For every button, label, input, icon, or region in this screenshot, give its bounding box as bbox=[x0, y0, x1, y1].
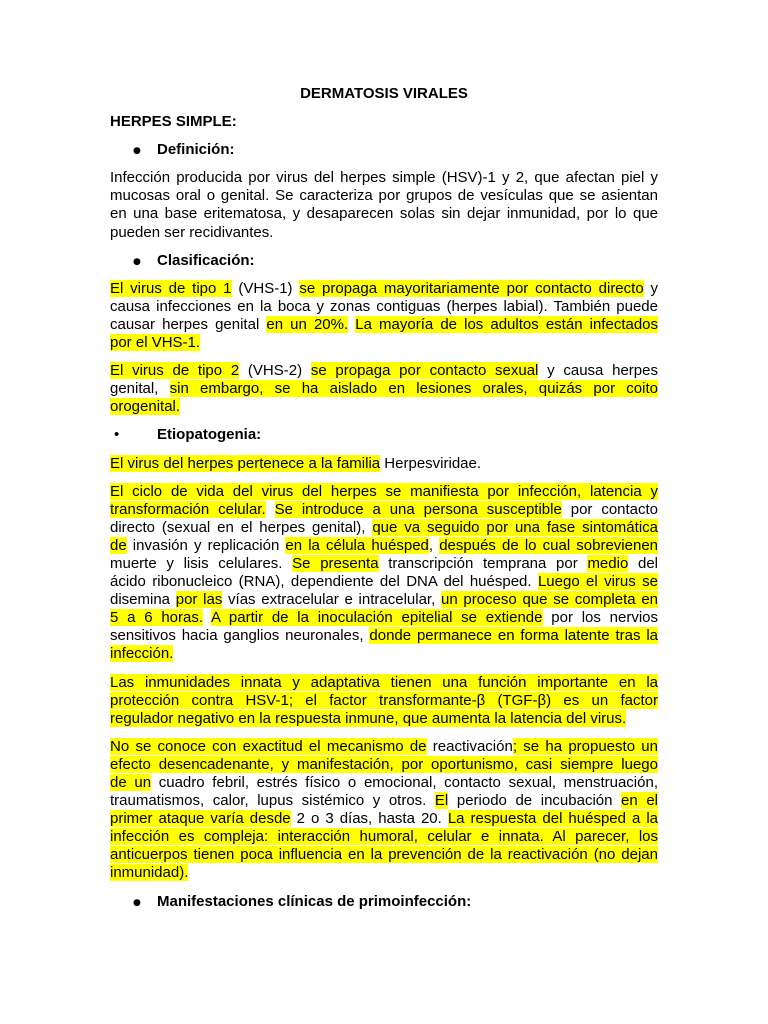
text-line bbox=[110, 537, 658, 555]
highlighted-text: Se introduce a una persona susceptible bbox=[274, 500, 562, 518]
bullet-marker: ● bbox=[133, 897, 141, 908]
highlighted-text: El virus del herpes pertenece a la familia bbox=[110, 454, 381, 472]
text-line bbox=[110, 645, 658, 663]
text-run: por los nervios bbox=[542, 609, 659, 627]
text-line bbox=[110, 298, 658, 316]
text-run: cuadro febril, estrés físico o emocional, contacto sexual, menstruación, bbox=[151, 774, 658, 791]
highlighted-text: protección contra HSV-1; el factor transformante-β (TGF-β) es un factor bbox=[110, 691, 658, 709]
text-run bbox=[266, 501, 275, 518]
text-run: mucosas oral o genital. Se caracteriza por grupos de vesículas que se asientan bbox=[110, 187, 658, 205]
text-run: pueden ser recidivantes. bbox=[110, 223, 274, 241]
highlighted-text: de bbox=[110, 536, 127, 554]
bullet-heading-label: Manifestaciones clínicas de primoinfección: bbox=[157, 892, 472, 910]
text-run: sensitivos hacia ganglios neuronales, bbox=[110, 627, 370, 645]
bullet-marker: • bbox=[114, 426, 120, 444]
bullet-heading bbox=[110, 252, 658, 270]
text-line bbox=[110, 380, 658, 398]
highlighted-text: infección es compleja: interacción humoral, celular e innata. Al parecer, los bbox=[110, 828, 658, 846]
text-line bbox=[110, 674, 658, 692]
text-run: Infección producida por virus del herpes simple (HSV)-1 y 2, que afectan piel y bbox=[110, 169, 658, 187]
text-run: vías extracelular e intracelular, bbox=[222, 591, 441, 609]
text-line bbox=[110, 169, 658, 187]
highlighted-text: efecto desencadenante, y manifestación, por oportunismo, casi siempre luego bbox=[110, 755, 658, 773]
text-line bbox=[110, 774, 658, 792]
highlighted-text: en el bbox=[621, 792, 658, 810]
text-run: , bbox=[428, 536, 440, 554]
paragraph bbox=[110, 169, 658, 241]
bullet-heading-label: Definición: bbox=[157, 141, 235, 159]
text-line bbox=[110, 864, 658, 882]
paragraph bbox=[110, 280, 658, 352]
highlighted-text: El bbox=[434, 792, 449, 810]
highlighted-text: después de lo cual sobrevienen bbox=[439, 536, 659, 554]
document-title: DERMATOSIS VIRALES bbox=[300, 85, 468, 102]
text-run: genital, bbox=[110, 380, 170, 398]
highlighted-text: inmunidad). bbox=[110, 864, 189, 882]
text-line bbox=[110, 792, 658, 810]
text-run: invasión y replicación bbox=[126, 536, 286, 554]
text-run: disemina bbox=[110, 591, 176, 609]
bullet-heading bbox=[110, 893, 658, 911]
text-run: 2 o 3 días, hasta 20. bbox=[290, 810, 448, 828]
text-run: ácido ribonucleico (RNA), dependiente del DNA del huésped. bbox=[110, 573, 538, 591]
highlighted-text: A partir de la inoculación epitelial se extiende bbox=[210, 609, 543, 627]
highlighted-text: La respuesta del huésped a la bbox=[447, 810, 659, 828]
text-line bbox=[110, 519, 658, 537]
highlighted-text: infección. bbox=[110, 645, 174, 663]
text-run: y bbox=[643, 279, 658, 297]
text-line bbox=[110, 828, 658, 846]
text-line bbox=[110, 316, 658, 334]
highlighted-text: regulador negativo en la respuesta inmune, que aumenta la latencia del virus. bbox=[110, 709, 627, 727]
text-run: periodo de incubación bbox=[448, 792, 622, 810]
highlighted-text: El virus de tipo 1 bbox=[110, 279, 232, 297]
text-line bbox=[110, 846, 658, 864]
bullet-heading bbox=[110, 426, 658, 444]
text-line bbox=[110, 280, 658, 298]
highlighted-text: por el VHS-1. bbox=[110, 334, 201, 352]
highlighted-text: 5 a 6 horas. bbox=[110, 609, 204, 627]
text-line bbox=[110, 455, 658, 473]
bullet-heading-label: Clasificación: bbox=[157, 251, 255, 269]
text-line bbox=[110, 187, 658, 205]
text-line bbox=[110, 756, 658, 774]
text-run: (VHS-2) bbox=[239, 362, 311, 380]
highlighted-text: de un bbox=[110, 774, 152, 791]
text-line bbox=[110, 692, 658, 710]
highlighted-text: por las bbox=[175, 591, 223, 609]
highlighted-text: un proceso que se completa en bbox=[440, 591, 659, 609]
text-line bbox=[110, 205, 658, 223]
text-line bbox=[110, 555, 658, 573]
paragraph bbox=[110, 483, 658, 664]
highlighted-text: en un 20%. bbox=[266, 315, 349, 333]
highlighted-text: Las inmunidades innata y adaptativa tienen una función importante en la bbox=[110, 673, 658, 691]
section-heading: HERPES SIMPLE: bbox=[110, 113, 237, 131]
text-line bbox=[110, 591, 658, 609]
text-line bbox=[110, 609, 658, 627]
document-body bbox=[110, 85, 658, 921]
text-line bbox=[110, 362, 658, 380]
text-line bbox=[110, 738, 658, 756]
paragraph bbox=[110, 455, 658, 473]
text-line bbox=[110, 710, 658, 728]
text-run: muerte y lisis celulares. bbox=[110, 554, 293, 572]
highlighted-text: se propaga mayoritariamente por contacto directo bbox=[299, 279, 644, 297]
text-line bbox=[110, 573, 658, 591]
highlighted-text: No se conoce con exactitud el mecanismo de bbox=[110, 737, 427, 755]
text-run: (VHS-1) bbox=[231, 279, 300, 297]
highlighted-text: se propaga por contacto sexual bbox=[310, 362, 539, 380]
highlighted-text: anticuerpos tienen poca influencia en la prevención de la reactivación (no dejan bbox=[110, 846, 658, 864]
bullet-heading bbox=[110, 141, 658, 159]
bullet-heading-label: Etiopatogenia: bbox=[157, 426, 262, 444]
text-run: directo (sexual en el herpes genital), bbox=[110, 518, 373, 536]
highlighted-text: El ciclo de vida del virus del herpes se manifiesta por infección, latencia y bbox=[110, 482, 658, 500]
text-run: por contacto bbox=[561, 500, 659, 518]
highlighted-text: medio bbox=[587, 554, 629, 572]
text-run: traumatismos, calor, lupus sistémico y otros. bbox=[110, 792, 435, 810]
highlighted-text: sin embargo, se ha aislado en lesiones orales, quizás por coito bbox=[169, 380, 658, 398]
text-run: del bbox=[628, 554, 659, 572]
highlighted-text: ; se ha propuesto un bbox=[512, 737, 658, 755]
text-run: en una base eritematosa, y desaparecen solas sin dejar inmunidad, por lo que bbox=[110, 205, 658, 223]
highlighted-text: El virus de tipo 2 bbox=[110, 362, 240, 380]
text-run bbox=[203, 609, 211, 626]
text-line bbox=[110, 483, 658, 501]
text-run: causa infecciones en la boca y zonas contiguas (herpes labial). También puede bbox=[110, 297, 658, 315]
highlighted-text: Se presenta bbox=[292, 554, 379, 572]
bullet-marker: ● bbox=[133, 146, 141, 157]
paragraph bbox=[110, 674, 658, 728]
text-line bbox=[110, 224, 658, 242]
paragraph bbox=[110, 738, 658, 883]
paragraph bbox=[110, 362, 658, 416]
text-line bbox=[110, 627, 658, 645]
text-line bbox=[110, 334, 658, 352]
highlighted-text: Luego el virus se bbox=[537, 573, 658, 591]
text-run: y causa herpes bbox=[538, 362, 658, 380]
highlighted-text: orogenital. bbox=[110, 398, 181, 416]
bullet-marker: ● bbox=[133, 256, 141, 267]
text-run: Herpesviridae. bbox=[380, 454, 482, 472]
text-run: transcripción temprana por bbox=[378, 554, 588, 572]
text-line bbox=[110, 501, 658, 519]
highlighted-text: que va seguido por una fase sintomática bbox=[372, 518, 658, 536]
text-line bbox=[110, 398, 658, 416]
text-run: causar herpes genital bbox=[110, 315, 267, 333]
text-line bbox=[110, 810, 658, 828]
highlighted-text: en la célula huésped bbox=[285, 536, 429, 554]
highlighted-text: primer ataque varía desde bbox=[110, 810, 291, 828]
highlighted-text: La mayoría de los adultos están infectados bbox=[355, 315, 659, 333]
highlighted-text: donde permanece en forma latente tras la bbox=[369, 627, 658, 645]
text-run: reactivación bbox=[426, 737, 513, 755]
highlighted-text: transformación celular. bbox=[110, 500, 266, 518]
